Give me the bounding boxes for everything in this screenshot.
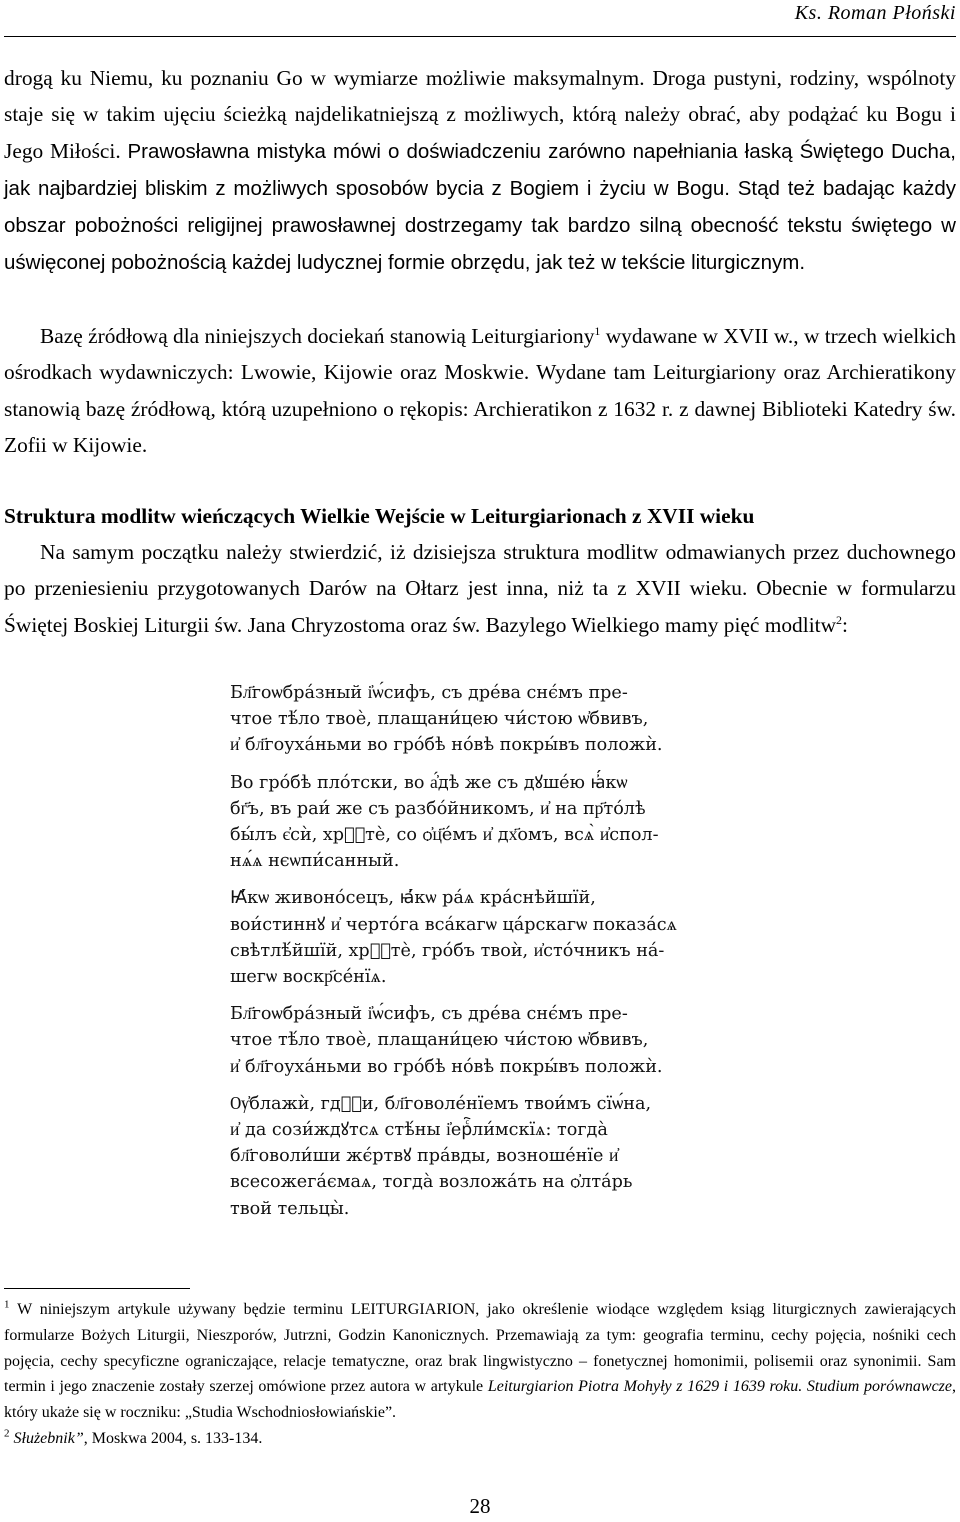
church-slavonic-excerpt [230,680,750,1233]
slavonic-line: свѣтлѣ́йшїй, хрⷭ҇тѐ, гро́бъ твоѝ, и҆сто́чникъ на́- [230,940,665,961]
structure-text-end: : [842,612,848,637]
slavonic-line: шегѡ воскр҃се́нїѧ. [230,967,387,988]
slavonic-line: Ꙗ҆́кѡ живоно́сецъ, ꙗ҆́кѡ ра́ѧ кра́снѣйшїй, [230,888,596,909]
footnote-2 [4,1426,956,1452]
footnote-1-text-a: W niniejszym artykule używany będzie terminu LEITURGIARION, jako określenie wiodące względem ksiąg liturgicznych zawierających formularze Bożych Liturgii, Nieszporów, Jutrzni, Godzin Kanonicznych. Przemawiają za tym: geografia terminu, cechy pojęcia, nośniki cech pojęcia, cechy specyficzne ograniczające, relacje tematyczne, oraz brak lingwistyczno – fonetycznej homonimii, polisemii oraz synonimii. Sam termin i jego znaczenie zostały szerzej omówione przez autora w artykule [4,1301,956,1396]
slavonic-line: нѧ́ѧ нєѡпи́санный. [230,851,400,872]
footnote-2-number: 2 [4,1427,10,1440]
slavonic-line: Ѹ҆блажѝ, гдⷭ҇и, бл҃говоле́нїемъ твои́мъ сїѡ́на, [230,1093,652,1114]
footnote-2-text: , Moskwa 2004, s. 133-134. [83,1429,263,1447]
footnote-1 [4,1297,956,1426]
slavonic-line: Во гро́бѣ пло́тски, во а҆́дѣ же съ дꙋше́ю ꙗ҆́кѡ [230,772,628,793]
footnote-ref-1[interactable]: 1 [594,323,601,338]
paragraph-intro-sans: Prawosławna mistyka mówi o doświadczeniu zarówno napełniania łaską Świętego Ducha, jak najbardziej bliskim z możliwych sposobów bycia z Bogiem i życiu w Bogu. Stąd też badając każdy obszar pobożności religijnej prawosławnej dostrzegamy tak bardzo silną obecność tekstu świętego w uświęconej pobożnością każdej ludycznej formie obrzędu, jak też w tekście liturgicznym. [4,139,956,275]
footnote-ref-2[interactable]: 2 [836,612,843,627]
paragraph-structure [4,534,956,643]
paragraph-intro [4,60,956,282]
slavonic-line: бг҃ъ, въ раи́ же съ разбо́йникомъ, и҆ на пр҃то́лѣ [230,798,646,819]
sources-text-end: wydawane w XVII w., w trzech wielkich ośrodkach wydawniczych: Lwowie, Kijowie oraz Moskwie. Wydane tam Leiturgiariony oraz Archieratikony stanowią bazę źródłową, którą uzupełniono o rękopis: Archieratikon z 1632 r. z dawnej Biblioteki Katedry św. Zofii w Kijowie. [4,324,956,457]
footnote-1-text-b: , który ukaże się w roczniku: „Studia Wschodniosłowiańskie”. [4,1378,957,1422]
slavonic-line: и҆ бл҃гоуха́ньми во гро́бѣ но́вѣ покры́въ положѝ. [230,735,663,756]
slavonic-line: чтое тѣ́ло твоѐ, плащани́цею чи́стою ѡ҆бвивъ, [230,1030,649,1051]
paragraph-intro-serif: drogą ku Niemu, ku poznaniu Go w wymiarze możliwie maksymalnym. Droga pustyni, rodziny, wspólnoty staje się w takim ujęciu ścieżką najdelikatniejszą z możliwych, którą należy obrać, aby podążać ku Bogu i Jego Miłości. [4,66,956,163]
slavonic-line: бл҃говоли́ши жє́ртвꙋ пра́вды, возноше́нїе и҆ [230,1146,619,1167]
header-rule [4,36,956,37]
sources-text-start: Bazę źródłową dla niniejszych dociekań stanowią Leiturgiariony [40,324,595,348]
slavonic-stanza [230,1001,750,1080]
slavonic-line: твой тельцы̀. [230,1198,350,1219]
footnote-separator [4,1288,190,1289]
footnote-1-article-title: Leiturgiarion Piotra Mohyły z 1629 i 1639 roku. Studium porównawcze [487,1378,953,1396]
slavonic-line: и҆ да сози́ждꙋтсѧ стѣ́ны і҆ерⷭ҇ли́мскїѧ: тогда̀ [230,1120,608,1141]
slavonic-stanza [230,680,750,759]
section-heading: Struktura modlitw wieńczących Wielkie Wejście w Leiturgiarionach z XVII wieku [4,504,755,528]
running-head: Ks. Roman Płoński [794,2,956,24]
footnote-2-title: Służebnik” [13,1429,84,1447]
slavonic-line: всесожега́ємаѧ, тогда̀ возложа́ть на ѻ҆лта́рь [230,1172,633,1193]
slavonic-line: чтое тѣ́ло твоѐ, плащани́цею чи́стою ѡ҆бвивъ, [230,709,649,730]
slavonic-line: и҆ бл҃гоуха́ньми во гро́бѣ но́вѣ покры́въ положѝ. [230,1056,663,1077]
slavonic-line: Бл҃гоѡбра́зный і҆ѡ́сифъ, съ дре́ва снє́мъ пре- [230,683,628,703]
structure-text-start: Na samym początku należy stwierdzić, iż dzisiejsza struktura modlitw odmawianych przez duchownego po przeniesieniu przygotowanych Darów na Ołtarz jest inna, niż ta z XVII wieku. Obecnie w formularzu Świętej Boskiej Liturgii św. Jana Chryzostoma oraz św. Bazylego Wielkiego mamy pięć modlitw [4,540,956,637]
slavonic-stanza [230,885,750,990]
footnote-1-number: 1 [4,1298,10,1311]
slavonic-line: Бл҃гоѡбра́зный і҆ѡ́сифъ, съ дре́ва снє́мъ пре- [230,1004,628,1025]
page-number: 28 [469,1494,491,1518]
slavonic-stanza [230,770,750,875]
slavonic-line: бы́лъ є҆сѝ, хрⷭ҇тѐ, со ѻ҆ц҃е́мъ и҆ дх҃омъ, всѧ̀ и҆спол- [230,825,659,846]
slavonic-stanza [230,1091,750,1222]
paragraph-sources [4,318,956,463]
footnotes [4,1297,956,1452]
slavonic-line: вои́стиннꙋ и҆ черто́га вса́кагѡ ца́рскагѡ показа́сѧ [230,914,677,935]
